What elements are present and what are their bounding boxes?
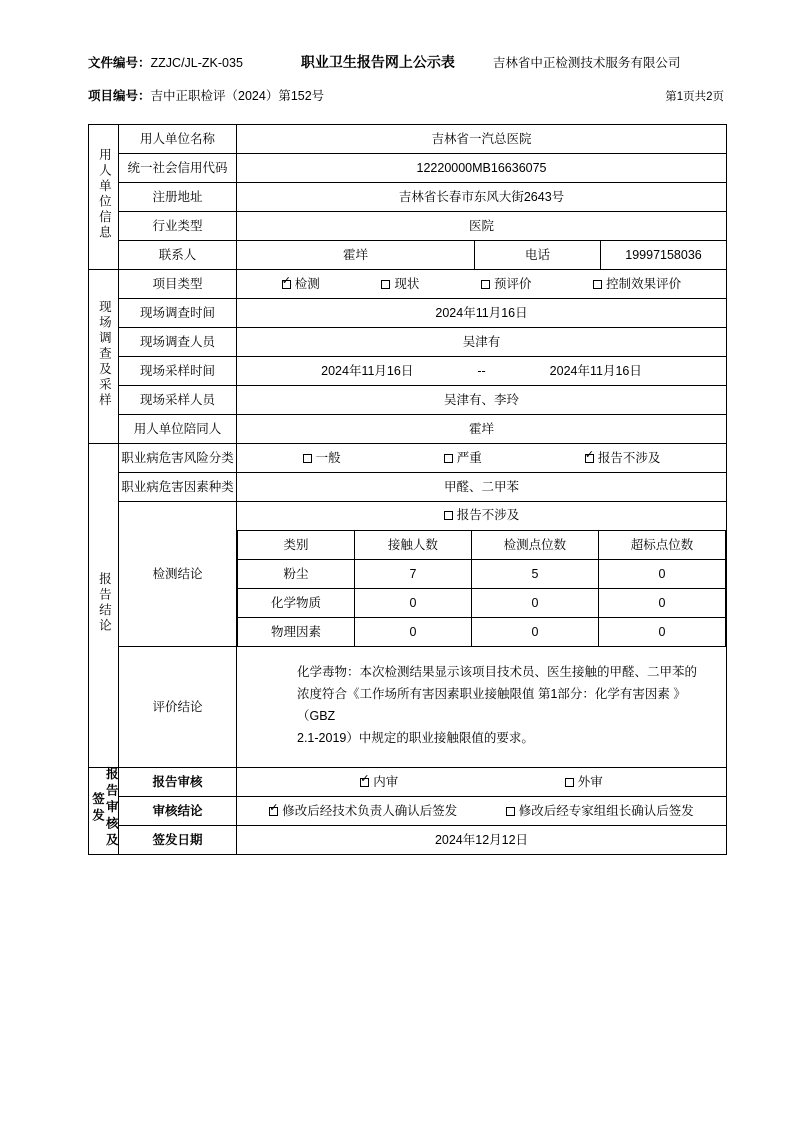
checkbox-label: 现状 (394, 276, 420, 291)
sampling-date-label: 现场采样时间 (119, 357, 237, 386)
employer-name-value: 吉林省一汽总医院 (237, 125, 727, 154)
checkbox-icon[interactable] (593, 280, 602, 289)
col-header-point-count: 检测点位数 (471, 531, 598, 560)
evaluation-line-1: 化学毒物：本次检测结果显示该项目技术员、医生接触的甲醛、二甲苯的 (297, 665, 698, 680)
checkbox-label: 报告不涉及 (597, 450, 661, 465)
evaluation-conclusion-value (237, 647, 727, 768)
issue-date-label: 签发日期 (119, 826, 237, 855)
checkbox-icon[interactable] (565, 778, 574, 787)
checkbox-icon[interactable] (481, 280, 490, 289)
sampling-date-separator: -- (477, 363, 486, 378)
cell-category: 化学物质 (238, 589, 355, 618)
contact-value: 霍垟 (237, 241, 475, 270)
table-row (238, 560, 726, 589)
checkbox-option-detect[interactable] (282, 276, 320, 293)
review-result-label: 审核结论 (119, 797, 237, 826)
cell-exceed: 0 (598, 560, 725, 589)
checkbox-option-serious[interactable] (444, 450, 482, 467)
not-involved-row (238, 502, 726, 531)
report-review-options (237, 768, 727, 797)
project-type-label: 项目类型 (119, 270, 237, 299)
cell-exposed: 0 (354, 589, 471, 618)
detection-conclusion-label: 检测结论 (119, 502, 237, 647)
col-header-category: 类别 (238, 531, 355, 560)
table-row (89, 473, 727, 502)
checkbox-option-report-not-involved[interactable] (444, 507, 520, 524)
public-notice-table (88, 124, 727, 855)
table-row (89, 797, 727, 826)
sampling-date-end: 2024年11月16日 (549, 363, 642, 378)
checkbox-option-status[interactable] (381, 276, 419, 293)
project-number-label: 项目编号： (88, 89, 151, 103)
table-row (238, 502, 726, 531)
table-row (89, 299, 727, 328)
checkbox-label: 预评价 (494, 276, 532, 291)
report-review-label: 报告审核 (119, 768, 237, 797)
credit-code-value: 12220000MB16636075 (237, 154, 727, 183)
evaluation-text (237, 654, 726, 760)
checkbox-label: 外审 (577, 774, 603, 789)
risk-class-options (237, 444, 727, 473)
checkbox-option-tech-lead-confirm[interactable] (269, 803, 457, 820)
checkbox-icon[interactable] (444, 511, 453, 520)
cell-category: 物理因素 (238, 618, 355, 647)
contact-label: 联系人 (119, 241, 237, 270)
cell-points: 0 (471, 618, 598, 647)
section-review-header: 报告审核及签发 (89, 768, 119, 855)
checkbox-icon[interactable] (360, 778, 369, 787)
review-result-options (237, 797, 727, 826)
escort-label: 用人单位陪同人 (119, 415, 237, 444)
sampling-people-label: 现场采样人员 (119, 386, 237, 415)
checkbox-icon[interactable] (506, 807, 515, 816)
sampling-date-start: 2024年11月16日 (321, 363, 414, 378)
table-row (89, 270, 727, 299)
detection-conclusion-value (237, 502, 727, 647)
cell-points: 5 (471, 560, 598, 589)
table-row (89, 125, 727, 154)
table-row (89, 826, 727, 855)
project-number (88, 86, 324, 104)
detection-results-table (237, 502, 726, 646)
table-row (89, 502, 727, 647)
table-row (89, 241, 727, 270)
checkbox-option-general[interactable] (303, 450, 341, 467)
checkbox-icon[interactable] (303, 454, 312, 463)
checkbox-icon[interactable] (585, 454, 594, 463)
table-row (89, 647, 727, 768)
sampling-people-value: 吴津有、李玲 (237, 386, 727, 415)
checkbox-icon[interactable] (444, 454, 453, 463)
address-label: 注册地址 (119, 183, 237, 212)
page-info: 第1页共2页 (665, 91, 724, 103)
table-row (238, 589, 726, 618)
doc-number (88, 53, 243, 71)
table-row (89, 386, 727, 415)
evaluation-line-3: 2.1-2019）中规定的职业接触限值的要求。 (297, 730, 534, 745)
checkbox-label: 报告不涉及 (456, 508, 520, 523)
survey-people-label: 现场调查人员 (119, 328, 237, 357)
table-header-row (238, 531, 726, 560)
checkbox-icon[interactable] (381, 280, 390, 289)
table-row (89, 415, 727, 444)
hazard-factor-value: 甲醛、二甲苯 (237, 473, 727, 502)
checkbox-icon[interactable] (282, 280, 291, 289)
table-row (89, 154, 727, 183)
address-value: 吉林省长春市东风大街2643号 (237, 183, 727, 212)
checkbox-option-expert-lead-confirm[interactable] (506, 803, 694, 820)
cell-exposed: 0 (354, 618, 471, 647)
phone-label: 电话 (475, 241, 601, 270)
risk-class-label: 职业病危害风险分类 (119, 444, 237, 473)
table-row (89, 768, 727, 797)
section-survey-header: 现场调查及采样 (89, 270, 119, 444)
table-row (89, 212, 727, 241)
evaluation-conclusion-label: 评价结论 (119, 647, 237, 768)
checkbox-option-control-eval[interactable] (593, 276, 681, 293)
doc-number-value: ZZJC/JL-ZK-035 (150, 56, 243, 70)
table-row (89, 328, 727, 357)
evaluation-line-2: 浓度符合《工作场所有害因素职业接触限值 第1部分：化学有害因素 》（GBZ (297, 687, 686, 723)
survey-date-label: 现场调查时间 (119, 299, 237, 328)
checkbox-option-pre-eval[interactable] (481, 276, 532, 293)
survey-date-value: 2024年11月16日 (237, 299, 727, 328)
employer-name-label: 用人单位名称 (119, 125, 237, 154)
checkbox-option-external-review[interactable] (565, 774, 603, 791)
checkbox-label: 内审 (373, 774, 399, 789)
sampling-date-value (237, 357, 727, 386)
checkbox-label: 一般 (315, 450, 341, 465)
hazard-factor-label: 职业病危害因素种类 (119, 473, 237, 502)
table-row (89, 357, 727, 386)
checkbox-label: 控制效果评价 (606, 276, 682, 291)
section-conclusion-header: 报告结论 (89, 444, 119, 768)
header-line-1 (88, 52, 724, 72)
organization-name: 吉林省中正检测技术服务有限公司 (492, 56, 681, 70)
project-type-options (237, 270, 727, 299)
checkbox-label: 严重 (456, 450, 482, 465)
checkbox-icon[interactable] (269, 807, 278, 816)
header-line-2 (88, 86, 724, 104)
cell-exceed: 0 (598, 589, 725, 618)
doc-number-label: 文件编号： (88, 56, 151, 70)
project-number-value: 吉中正职检评（2024）第152号 (150, 89, 325, 103)
table-row (89, 444, 727, 473)
survey-people-value: 吴津有 (237, 328, 727, 357)
issue-date-value: 2024年12月12日 (237, 826, 727, 855)
checkbox-option-internal-review[interactable] (360, 774, 398, 791)
cell-exposed: 7 (354, 560, 471, 589)
checkbox-label: 检测 (294, 276, 320, 291)
document-title: 职业卫生报告网上公示表 (300, 54, 455, 70)
escort-value: 霍垟 (237, 415, 727, 444)
checkbox-label: 修改后经专家组组长确认后签发 (518, 803, 694, 818)
phone-value: 19997158036 (601, 241, 727, 270)
cell-points: 0 (471, 589, 598, 618)
cell-category: 粉尘 (238, 560, 355, 589)
cell-exceed: 0 (598, 618, 725, 647)
table-row (238, 618, 726, 647)
industry-label: 行业类型 (119, 212, 237, 241)
col-header-exceed-count: 超标点位数 (598, 531, 725, 560)
col-header-exposed-count: 接触人数 (354, 531, 471, 560)
table-row (89, 183, 727, 212)
industry-value: 医院 (237, 212, 727, 241)
section-employer-header: 用人单位信息 (89, 125, 119, 270)
checkbox-option-not-involved[interactable] (585, 450, 661, 467)
credit-code-label: 统一社会信用代码 (119, 154, 237, 183)
checkbox-label: 修改后经技术负责人确认后签发 (282, 803, 458, 818)
